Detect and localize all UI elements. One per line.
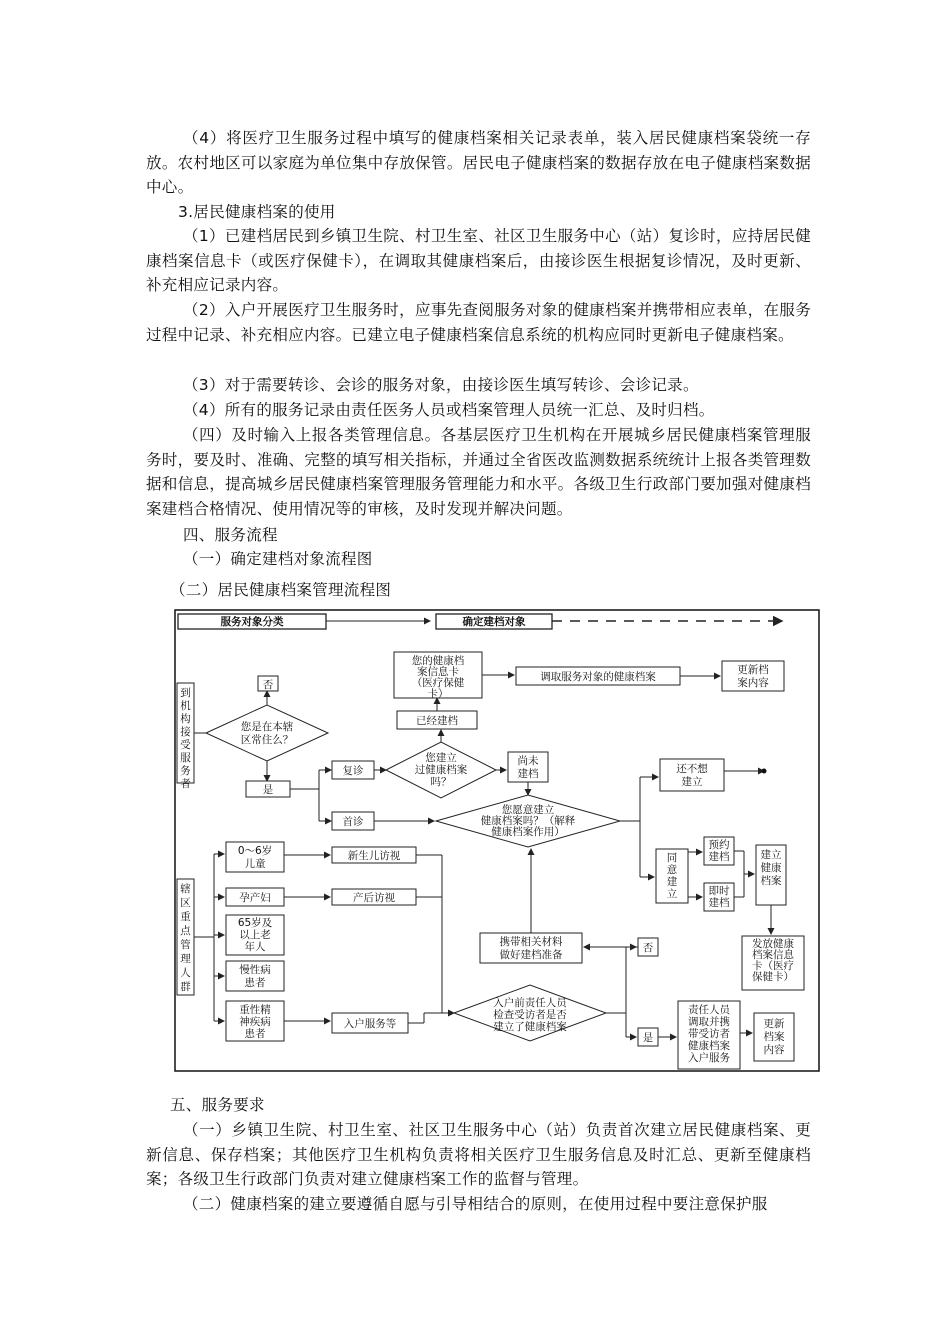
paragraph-home-visit: （2）入户开展医疗卫生服务时，应事先查阅服务对象的健康档案并携带相应表单，在服务过程中记录、补充相应内容。已建立电子健康档案信息系统的机构应同时更新电子健康档案。 [146, 301, 811, 344]
heading-management-flow: （二）居民健康档案管理流程图 [170, 581, 392, 599]
group-chronic: 慢性病患者 [239, 964, 271, 989]
paragraph-responsibility: （一）乡镇卫生院、村卫生室、社区卫生服务中心（站）负责首次建立居民健康档案、更新信息、保存档案；其他医疗卫生机构负责将相关医疗卫生服务信息及时汇总、更新至健康档案；各级卫生行政部门负责对建立健康档案工作的监督与管理。 [146, 1121, 811, 1188]
label-no-1: 否 [262, 679, 274, 691]
revisit-box: 复诊 [342, 765, 364, 777]
card-box: 您的健康档案信息卡（医疗保健卡） [411, 655, 465, 700]
paragraph-revisit: （1）已建档居民到乡镇卫生院、村卫生室、社区卫生服务中心（站）复诊时，应持居民健康档案信息卡（或医疗保健卡），在调取其健康档案后，由接诊医生根据复诊情况，及时更新、补充相应记录内容。 [146, 227, 811, 294]
issue-card-box: 发放健康档案信息卡（医疗保健卡） [752, 938, 794, 983]
heading-service-flow: 四、服务流程 [183, 526, 278, 544]
responsible-box: 责任人员调取并携带受访者健康档案入户服务 [688, 1004, 730, 1064]
paragraph-referral: （3）对于需要转诊、会诊的服务对象，由接诊医生填写转诊、会诊记录。 [183, 376, 699, 394]
q-home: 入户前责任人员检查受访者是否建立了健康档案 [493, 997, 567, 1033]
instant-box: 即时建档 [708, 885, 730, 909]
heading-requirements: 五、服务要求 [170, 1096, 265, 1114]
heading-target-flow: （一）确定建档对象流程图 [183, 550, 373, 568]
bring-materials-box: 携带相关材料做好建档准备 [499, 936, 563, 961]
home-service-box: 入户服务等 [343, 1018, 397, 1030]
establish-box: 建立健康档案 [760, 849, 782, 887]
already-box: 已经建档 [416, 715, 458, 727]
heading-usage: 3.居民健康档案的使用 [178, 203, 336, 221]
q-willing: 您愿意建立健康档案吗？（解释健康档案作用） [480, 804, 576, 838]
label-yes-2: 是 [642, 1032, 654, 1044]
management-flowchart [174, 609, 822, 1073]
paragraph-report: （四）及时输入上报各类管理信息。各基层医疗卫生机构在开展城乡居民健康档案管理服务时，要及时、准确、完整的填写相关指标，并通过全省医改监测数据系统统计上报各类管理数据和信息，提高城乡居民健康档案管理服务管理能力和水平。各级卫生行政部门要加强对健康档案建档合格情况、使用情况等的审核，及时发现并解决问题。 [146, 426, 811, 518]
not-yet-box: 尚未建档 [517, 755, 539, 780]
paragraph-storage: （4）将医疗卫生服务过程中填写的健康档案相关记录表单，装入居民健康档案袋统一存放。农村地区可以家庭为单位集中存放保管。居民电子健康档案的数据存放在电子健康档案数据中心。 [146, 129, 811, 196]
postpartum-box: 产后访视 [353, 892, 395, 904]
update-box-2: 更新档案内容 [763, 1018, 785, 1056]
paragraph-archive: （4）所有的服务记录由责任医务人员或档案管理人员统一汇总、及时归档。 [183, 401, 715, 419]
first-visit-box: 首诊 [342, 816, 364, 828]
appoint-box: 预约建档 [708, 839, 730, 863]
group-maternal: 孕产妇 [239, 892, 271, 904]
update-box-1: 更新档案内容 [737, 664, 769, 689]
group-mental: 重性精神疾病患者 [239, 1004, 271, 1040]
newborn-box: 新生儿访视 [347, 850, 401, 862]
label-no-2: 否 [642, 942, 654, 954]
retrieve-box: 调取服务对象的健康档案 [540, 671, 656, 683]
header-left: 服务对象分类 [220, 616, 284, 628]
q-resident: 您是在本辖区常住么？ [240, 721, 294, 746]
label-yes-1: 是 [262, 784, 274, 796]
left-bottom-label: 辖区重点管理人群 [180, 883, 191, 993]
not-want-box: 还不想建立 [676, 763, 708, 788]
header-right: 确定建档对象 [462, 616, 526, 628]
agree-box: 同意建立 [666, 852, 678, 900]
q-has-record: 您建立过健康档案吗？ [414, 752, 468, 788]
paragraph-principle: （二）健康档案的建立要遵循自愿与引导相结合的原则，在使用过程中要注意保护服 [183, 1195, 768, 1213]
left-top-label: 到机构接受服务者 [180, 687, 191, 790]
group-children: 0～6岁儿童 [237, 845, 273, 870]
group-elderly: 65岁及以上老年人 [237, 917, 273, 953]
